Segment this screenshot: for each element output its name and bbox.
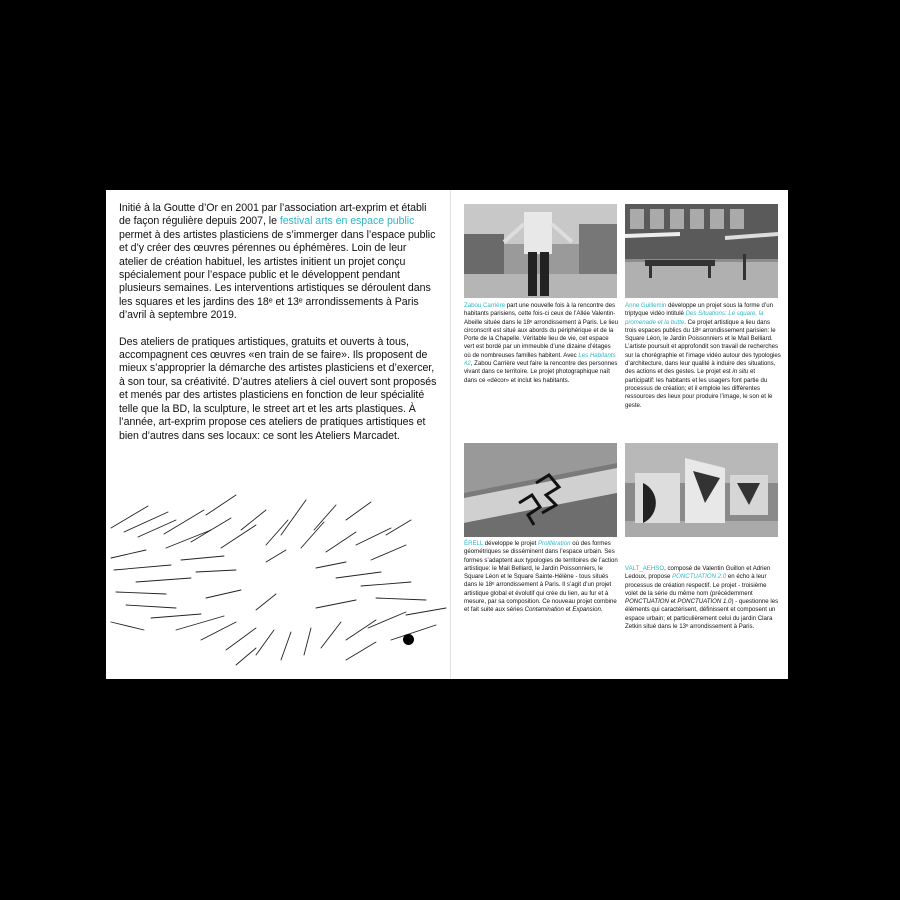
caption-emphasis: Contamination — [524, 606, 564, 614]
right-page — [451, 190, 788, 679]
intro-text-part: permet à des artistes plasticiens de s’immerger dans l’espace public et d’y créer des œuvres pérennes ou éphémères. Loin de leur atelier de création habituel, les artistes initient un projet conçu spécialement pour l’espace public et le développent pendant plusieurs semaines. Les interventions artistiques se déroulent dans les squares et les jardins des 18ᵉ et 13ᵉ arrondissements à Paris d’avril à septembre 2019. — [119, 228, 436, 322]
intro-text-part: Initié à la Goutte d’Or en 2001 par l’association art-exprim et établi de façon régulière depuis 2007, le — [119, 202, 427, 228]
intro-paragraph-1 — [119, 202, 437, 323]
photo-erell — [464, 443, 617, 537]
caption-text: et — [563, 606, 573, 614]
caption-text: développe le projet — [483, 540, 538, 547]
caption-text: ) - questionne les éléments qui caractérisent, définissent et composent un espace urbain; et particulièrement celui du jardin Clara Zetkin situé dans le 13ᵉ arrondissement à Paris. — [625, 598, 779, 631]
caption-text: développe un projet sous la forme d’un triptyque vidéo intitulé — [625, 302, 774, 318]
photo-zabou-carriere — [464, 204, 617, 298]
caption-text: , Zabou Carrière veut faire la rencontre des personnes vivant dans ce territoire. Le projet photographique naît dans ce «décor» et inclut les habitants. — [464, 360, 618, 384]
caption-anne — [625, 302, 781, 410]
photo-anne-guillemin — [625, 204, 778, 298]
photo-valt-aehso — [625, 443, 778, 537]
intro-text — [119, 202, 437, 456]
work-title: PONCTUATION 2.0 — [672, 573, 727, 581]
left-page — [106, 190, 451, 679]
bullet-dot — [403, 634, 414, 645]
artist-name: Zabou Carrière — [464, 302, 505, 309]
artist-name: Anne Guillemin — [625, 302, 667, 309]
caption-text: part une nouvelle fois à la rencontre des habitants parisiens, cette fois-ci ceux de l’Allée Valentin-Abeille située dans le 18ᵉ arrondissement à Paris. Le lieu circonscrit est situé aux abords du périphérique et de la Porte de la Chapelle. Véritable lieu de vie, cet espace vert est bordé par un immeuble d’une dizaine d’étages où de nombreuses familles habitent. Avec — [464, 302, 619, 359]
caption-text: et — [668, 598, 678, 606]
caption-emphasis: in situ — [732, 368, 749, 376]
work-title: Les Habitants #2 — [464, 351, 616, 368]
burst-illustration — [106, 490, 451, 670]
work-title: Prolifération — [537, 540, 571, 547]
caption-erell — [464, 540, 619, 615]
caption-emphasis: PONCTUATION — [625, 598, 669, 606]
caption-text: et participatif: les habitants et les usagers font partie du processus de création; et il emploie les différentes ressources des lieux pour produire l’image, le son et le geste. — [625, 368, 773, 409]
caption-text: . — [600, 606, 603, 614]
artist-name: VALT_AEHSO — [625, 565, 665, 572]
caption-text: , composé de Valentin Guillon et Adrien Ledoux, propose — [625, 565, 771, 581]
work-title: Des Situations: Le square, la promenade et la butte — [625, 310, 764, 326]
caption-text: . Ce projet artistique a lieu dans trois espaces publics du 18ᵉ arrondissement parisien: le Square Léon, le Jardin Poissonniers et le Mail Belliard. L’artiste poursuit et approfondit son travail de recherches sur la chorégraphie et l’image vidéo autour des typologies d’architecture, dans leur qualité à induire des situations, des actions et des gestes. Le projet est — [625, 318, 781, 376]
caption-emphasis: Expansion — [572, 606, 601, 614]
caption-valt — [625, 565, 781, 631]
caption-zabou — [464, 302, 619, 385]
intro-paragraph-2: Des ateliers de pratiques artistiques, gratuits et ouverts à tous, accompagnent ces œuvres «en train de se faire». Ils proposent de mieux s’approprier la démarche des artistes plasticiens et d’exercer, à son tour, sa créativité. D’autres ateliers à ciel ouvert sont proposés et menés par des artistes plasticiens en fonction de leur spécialité telle que la BD, la sculpture, le street art et les arts plastiques. À l’année, art-exprim propose ces ateliers de pratiques artistiques et bien d’autres dans ses locaux: ce sont les Ateliers Marcadet. — [119, 335, 437, 442]
caption-text: en écho à leur processus de création respectif. Le projet - troisième volet de la série du même nom (précédemment — [625, 573, 767, 597]
festival-link[interactable]: festival arts en espace public — [279, 215, 415, 228]
caption-emphasis: PONCTUATION 1.0 — [677, 598, 732, 606]
artist-name: ÉRELL — [464, 540, 484, 547]
caption-text: où des formes géométriques se disséminent dans l’espace urbain. Ses formes s’adaptent aux typologies de territoires de l’action artistique: le Mail Belliard, le Jardin Poissonniers, le Square Léon et le Square Sainte-Hélène - tous situés dans le 18ᵉ arrondissement à Paris. Il s’agit d’un projet artistique global et évolutif qui crée du lien, au fur et à mesure, par sa composition. Ce nouveau projet combine et fait suite aux séries — [464, 540, 618, 614]
